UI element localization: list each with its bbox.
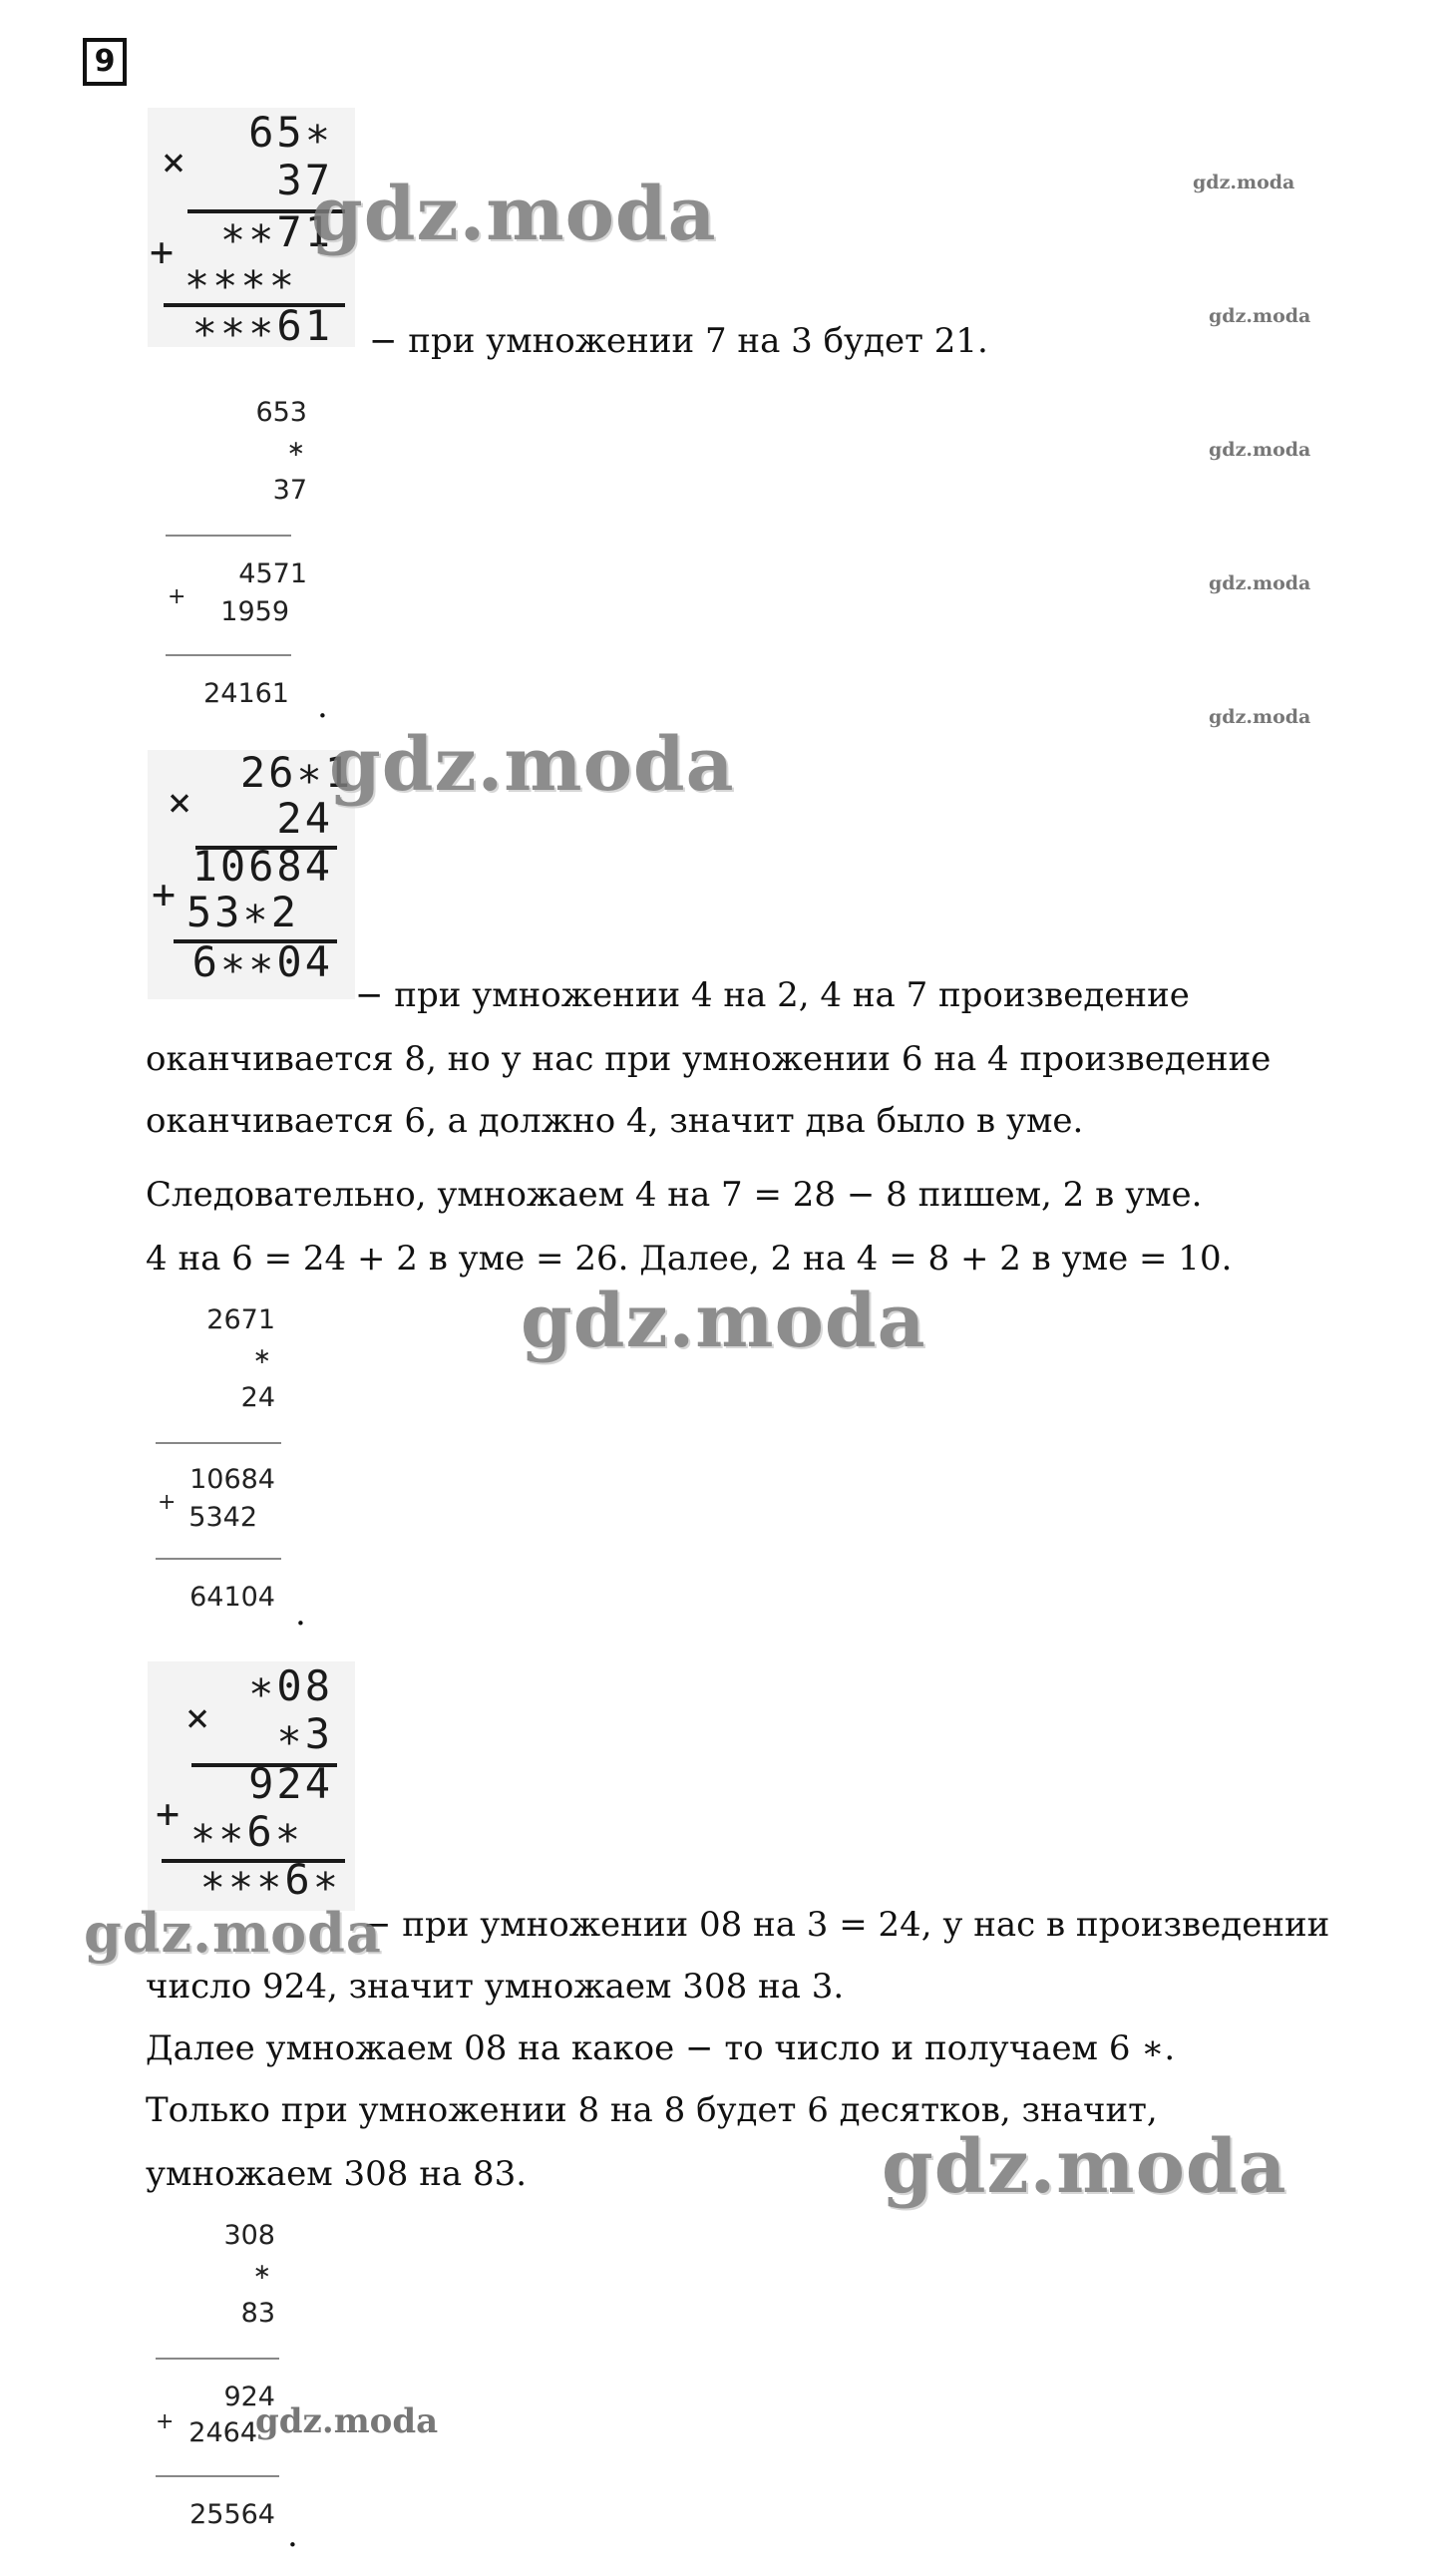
puzzle-row: 37: [276, 156, 333, 204]
explanation-line: умножаем 308 на 83.: [146, 2154, 528, 2194]
puzzle-row: ∗∗∗6∗: [199, 1855, 341, 1904]
period: .: [295, 1594, 306, 1634]
operator: ∗: [286, 437, 305, 462]
watermark: gdz.moda: [1209, 305, 1311, 327]
divider: [156, 1442, 281, 1444]
column-solution-1: [160, 397, 319, 726]
column-solution-2: [150, 1304, 319, 1634]
divider: [166, 654, 291, 656]
partial-product: 2464: [188, 2417, 257, 2448]
multiplier: 37: [272, 475, 307, 506]
divider: [166, 535, 291, 537]
puzzle-row: ∗08: [248, 1661, 333, 1710]
explanation-line: число 924, значит умножаем 308 на 3.: [146, 1967, 845, 2007]
partial-product: 10684: [189, 1464, 275, 1495]
puzzle-row: 10684: [191, 842, 333, 891]
puzzle-row: ∗∗∗61: [191, 301, 333, 350]
watermark: gdz.moda: [882, 2124, 1287, 2210]
plus-sign: +: [152, 872, 177, 917]
puzzle-row: 924: [248, 1759, 333, 1808]
plus-sign: +: [156, 1791, 181, 1837]
puzzle-row: 24: [276, 794, 333, 843]
multiplicand: 308: [223, 2220, 275, 2251]
watermark: gdz.moda: [1209, 572, 1311, 594]
plus-sign: +: [158, 1490, 177, 1515]
partial-product: 1959: [220, 596, 289, 627]
plus-sign: +: [150, 229, 175, 275]
result: 25564: [189, 2499, 275, 2530]
divider: [156, 2358, 279, 2360]
explanation-line: Далее умножаем 08 на какое − то число и получаем 6 ∗.: [146, 2028, 1176, 2068]
puzzle-row: 53∗2: [185, 888, 299, 936]
puzzle-row: 65∗: [248, 108, 333, 157]
period: .: [317, 686, 328, 726]
plus-sign: +: [156, 2409, 175, 2434]
times-sign: ×: [168, 780, 192, 826]
explanation-line: Следовательно, умножаем 4 на 7 = 28 − 8 пишем, 2 в уме.: [146, 1175, 1203, 1215]
column-solution-3: [150, 2220, 319, 2549]
watermark: gdz.moda: [1193, 172, 1295, 193]
explanation-line: − при умножении 4 на 2, 4 на 7 произведение: [355, 975, 1190, 1015]
times-sign: ×: [162, 140, 186, 185]
explanation-line: Только при умножении 8 на 8 будет 6 десятков, значит,: [146, 2090, 1158, 2130]
watermark: gdz.moda: [1209, 439, 1311, 461]
task-number: 9: [83, 38, 127, 86]
puzzle-image-2: [148, 750, 355, 999]
partial-product: 5342: [188, 1502, 257, 1533]
period: .: [287, 2515, 298, 2555]
explanation-line: − при умножении 08 на 3 = 24, у нас в произведении: [363, 1905, 1330, 1945]
puzzle-row: ∗∗∗∗: [183, 253, 297, 302]
puzzle-row: 6∗∗04: [191, 937, 333, 986]
explanation-line: оканчивается 6, а должно 4, значит два было в уме.: [146, 1101, 1084, 1141]
operator: ∗: [252, 2260, 271, 2285]
multiplier: 83: [240, 2298, 275, 2329]
watermark: gdz.moda: [84, 1901, 382, 1965]
watermark: gdz.moda: [255, 2401, 439, 2441]
puzzle-row: ∗3: [276, 1709, 333, 1758]
explanation-line: оканчивается 8, но у нас при умножении 6 на 4 произведение: [146, 1039, 1272, 1079]
watermark: gdz.moda: [1209, 706, 1311, 728]
puzzle-row: ∗∗6∗: [189, 1807, 303, 1856]
puzzle-row: 26∗1: [239, 748, 353, 797]
result: 64104: [189, 1582, 275, 1613]
puzzle-row: ∗∗71: [219, 207, 333, 256]
explanation-line: − при умножении 7 на 3 будет 21.: [369, 321, 988, 361]
puzzle-image-3: [148, 1661, 355, 1911]
multiplier: 24: [240, 1382, 275, 1413]
divider: [156, 1558, 281, 1560]
watermark: gdz.moda: [311, 172, 717, 257]
watermark: gdz.moda: [329, 722, 735, 808]
times-sign: ×: [185, 1695, 210, 1741]
multiplicand: 653: [255, 397, 307, 428]
result: 24161: [203, 678, 289, 709]
divider: [156, 2475, 279, 2477]
partial-product: 924: [223, 2381, 275, 2412]
watermark: gdz.moda: [521, 1279, 926, 1364]
operator: ∗: [252, 1344, 271, 1369]
multiplicand: 2671: [206, 1304, 275, 1335]
partial-product: 4571: [238, 558, 307, 589]
plus-sign: +: [168, 584, 186, 609]
explanation-line: 4 на 6 = 24 + 2 в уме = 26. Далее, 2 на 4 = 8 + 2 в уме = 10.: [146, 1239, 1233, 1279]
